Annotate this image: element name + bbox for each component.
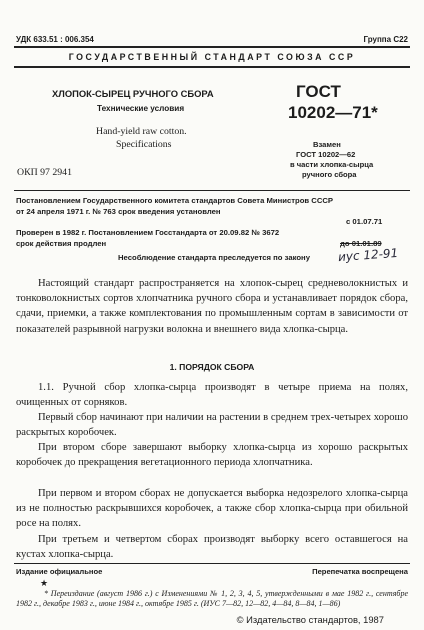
header-rule-bottom <box>14 66 410 68</box>
replaces-label: Взамен <box>313 140 341 149</box>
replaces-scope-line1: в части хлопка-сырца <box>290 160 374 169</box>
footer-rule <box>14 563 410 564</box>
decree-line1: Постановлением Государственного комитета стандартов Совета Министров СССР <box>16 196 334 205</box>
paragraph-third-fourth-harvest: При третьем и четвертом сборах производят выборку всего оставшегося на кустах хлопка-сырца. <box>16 534 408 561</box>
decree-line2: от 24 апреля 1971 г. № 763 срок введения установлен <box>16 207 221 216</box>
official-edition: Издание официальное <box>16 567 103 576</box>
violation-notice: Несоблюдение стандарта преследуется по закону <box>118 253 310 262</box>
standard-banner: ГОСУДАРСТВЕННЫЙ СТАНДАРТ СОЮЗА ССР <box>68 52 356 62</box>
star-mark: ★ <box>40 578 49 588</box>
title-rule <box>14 190 410 191</box>
udk-code: УДК 633.51 : 006.354 <box>16 35 94 44</box>
paragraph-first-harvest: Первый сбор начинают при наличии на растении в среднем трех-четырех хорошо раскрытых коробочек. <box>16 412 408 439</box>
extended-date: до 01.01.89 <box>340 239 382 248</box>
subtitle-ru: Технические условия <box>97 104 185 113</box>
intro-paragraph: Настоящий стандарт распространяется на хлопок-сырец средневолокнистых и тонковолокнистых сортов хлопчатника ручного сбора и устанавливает порядок сбора, сдачи, приемки, а также комплектования по промышленным сортам в зависимости от показателей разрывной нагрузки волокна и внешнего вида хлопка-сырца. <box>16 278 408 335</box>
header-rule-top <box>14 46 410 48</box>
group-code: Группа С22 <box>363 35 408 44</box>
reprint-prohibited: Перепечатка воспрещена <box>312 567 408 576</box>
paragraph-1-1: 1.1. Ручной сбор хлопка-сырца производят в четыре приема на полях, очищенных от сорняков. <box>16 382 408 409</box>
check-line1: Проверен в 1982 г. Постановлением Госстандарта от 20.09.82 № 3672 <box>16 228 280 237</box>
gost-number: 10202—71* <box>288 103 378 122</box>
reprint-note: * Переиздание (август 1986 г.) с Изменениями № 1, 2, 3, 4, 5, утвержденными в мае 1982 г., сентябре 1982 г., декабре 1983 г., июне 1984 г., октябре 1985 г. (ИУС 7—82, 12—82, 4—84, 8—84, 1—86) <box>16 589 408 608</box>
paragraph-first-second-harvest: При первом и втором сборах не допускается выборка недозрелого хлопка-сырца из не полностью раскрывшихся коробочек, а также сбор хлопка-сырца при обильной росе на полях. <box>16 488 408 530</box>
handwritten-note: иус 12-91 <box>337 245 399 265</box>
title-ru: ХЛОПОК-СЫРЕЦ РУЧНОГО СБОРА <box>52 88 214 99</box>
title-en-line1: Hand-yield raw cotton. <box>96 126 187 137</box>
copyright: © Издательство стандартов, 1987 <box>236 614 384 625</box>
check-line2: срок действия продлен <box>16 239 107 248</box>
effective-date: с 01.07.71 <box>346 217 383 226</box>
replaces-scope-line2: ручного сбора <box>302 170 357 179</box>
section-title: 1. ПОРЯДОК СБОРА <box>169 362 255 372</box>
title-en-line2: Specifications <box>116 139 172 150</box>
paragraph-second-harvest: При втором сборе завершают выборку хлопка-сырца из хорошо раскрытых коробочек до прекращения вегетационного периода хлопчатника. <box>16 442 408 469</box>
gost-label: ГОСТ <box>296 82 341 101</box>
replaces-gost: ГОСТ 10202—62 <box>296 150 356 159</box>
okp-code: ОКП 97 2941 <box>17 167 72 178</box>
